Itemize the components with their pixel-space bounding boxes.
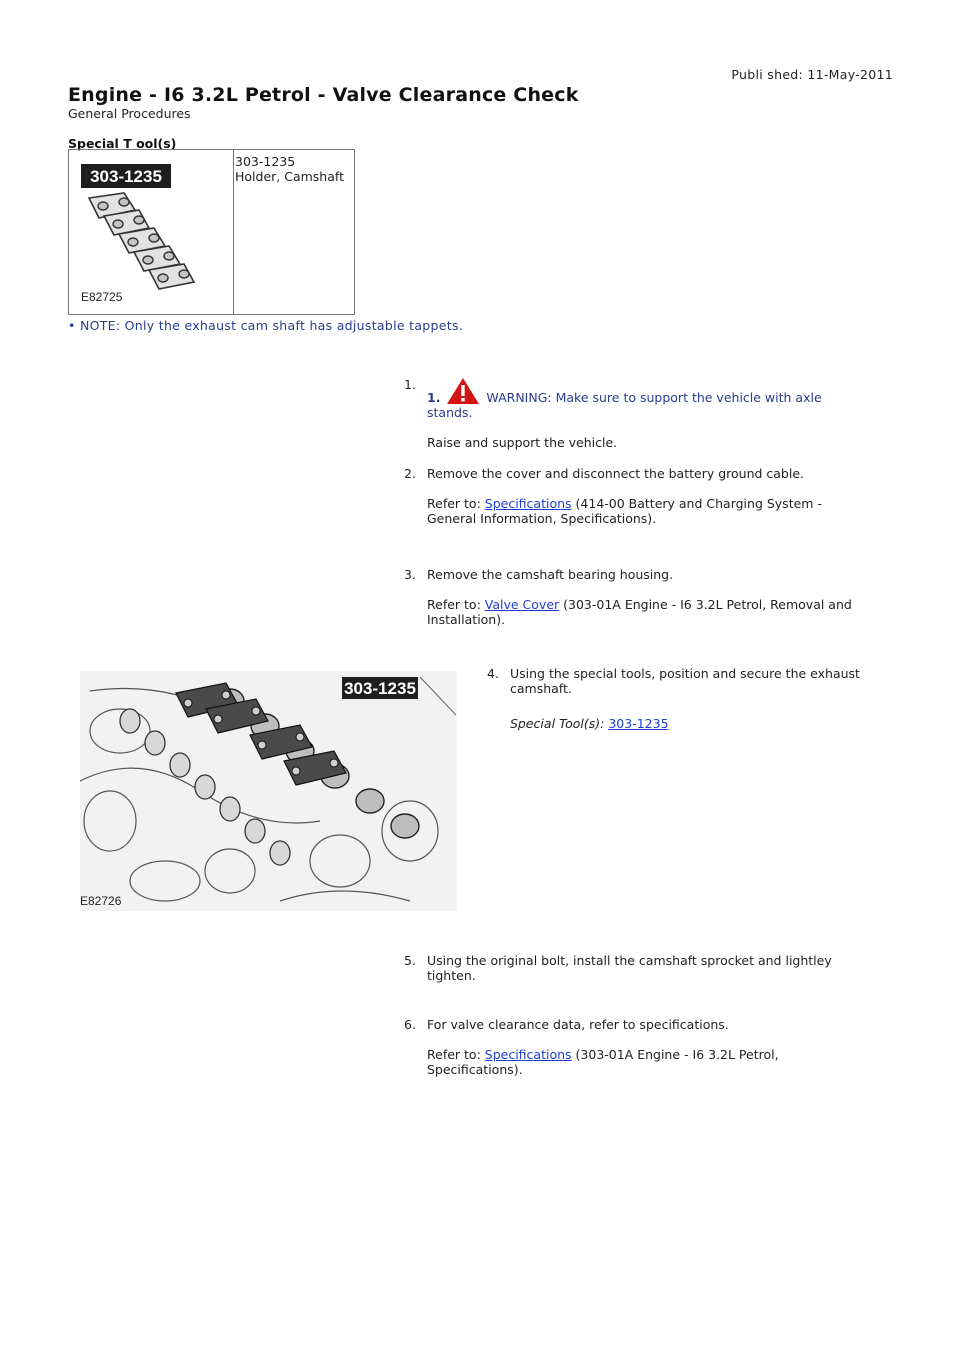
step-6-text: For valve clearance data, refer to specifications.: [427, 1017, 729, 1032]
step-1-text: Raise and support the vehicle.: [427, 435, 618, 450]
refer-to-label: Refer to:: [427, 597, 481, 612]
special-tools-label: Special Tool(s):: [510, 716, 605, 731]
step-number: 6.: [404, 1017, 416, 1032]
refer-details: (414-00 Battery and Charging System - General Information, Specifications).: [427, 496, 822, 526]
tool-303-1235-link[interactable]: 303-1235: [608, 716, 669, 731]
special-tools-heading: Special T ool(s): [68, 136, 177, 151]
special-tools-table: [68, 149, 355, 315]
page-title: Engine - I6 3.2L Petrol - Valve Clearance Check: [68, 84, 579, 106]
camshaft-holders-photo: [80, 671, 457, 911]
tool-image-caption: E82725: [81, 290, 123, 304]
tool-image-cell: [69, 150, 234, 314]
step-2-text: Remove the cover and disconnect the battery ground cable.: [427, 466, 805, 481]
specifications-link[interactable]: Specifications: [484, 1047, 572, 1062]
warning-text: WARNING: Make sure to support the vehicle with axle stands.: [427, 390, 822, 420]
step-number: 5.: [404, 953, 416, 968]
note-text: • NOTE: Only the exhaust cam shaft has adjustable tappets.: [68, 318, 464, 333]
refer-to-label: Refer to:: [427, 1047, 481, 1062]
refer-details: (303-01A Engine - I6 3.2L Petrol, Specifications).: [427, 1047, 779, 1077]
camshaft-holder-tools-image: [69, 150, 233, 314]
step-number: 1.: [404, 377, 416, 392]
step-number: 4.: [487, 666, 499, 681]
step-4-text: Using the special tools, position and secure the exhaust camshaft.: [510, 666, 860, 696]
valve-cover-link[interactable]: Valve Cover: [484, 597, 560, 612]
step-3-text: Remove the camshaft bearing housing.: [427, 567, 674, 582]
step-1-lead: 1.: [427, 390, 441, 405]
refer-details: (303-01A Engine - I6 3.2L Petrol, Removal and Installation).: [427, 597, 852, 627]
published-date: Publi shed: 11-May-2011: [731, 67, 893, 82]
photo-caption: E82726: [80, 894, 122, 908]
step-number: 3.: [404, 567, 416, 582]
tool-name: Holder, Camshaft: [235, 169, 344, 184]
warning-icon: [446, 377, 480, 405]
step-number: 2.: [404, 466, 416, 481]
photo-label: 303-1235: [344, 679, 416, 698]
refer-to-label: Refer to:: [427, 496, 481, 511]
tool-info-cell: [235, 154, 344, 184]
specifications-link[interactable]: Specifications: [484, 496, 572, 511]
page-subtitle: General Procedures: [68, 106, 191, 121]
tool-image-label: 303-1235: [90, 167, 162, 186]
step-5-text: Using the original bolt, install the camshaft sprocket and lightley tighten.: [427, 953, 832, 983]
tool-code: 303-1235: [235, 154, 296, 169]
